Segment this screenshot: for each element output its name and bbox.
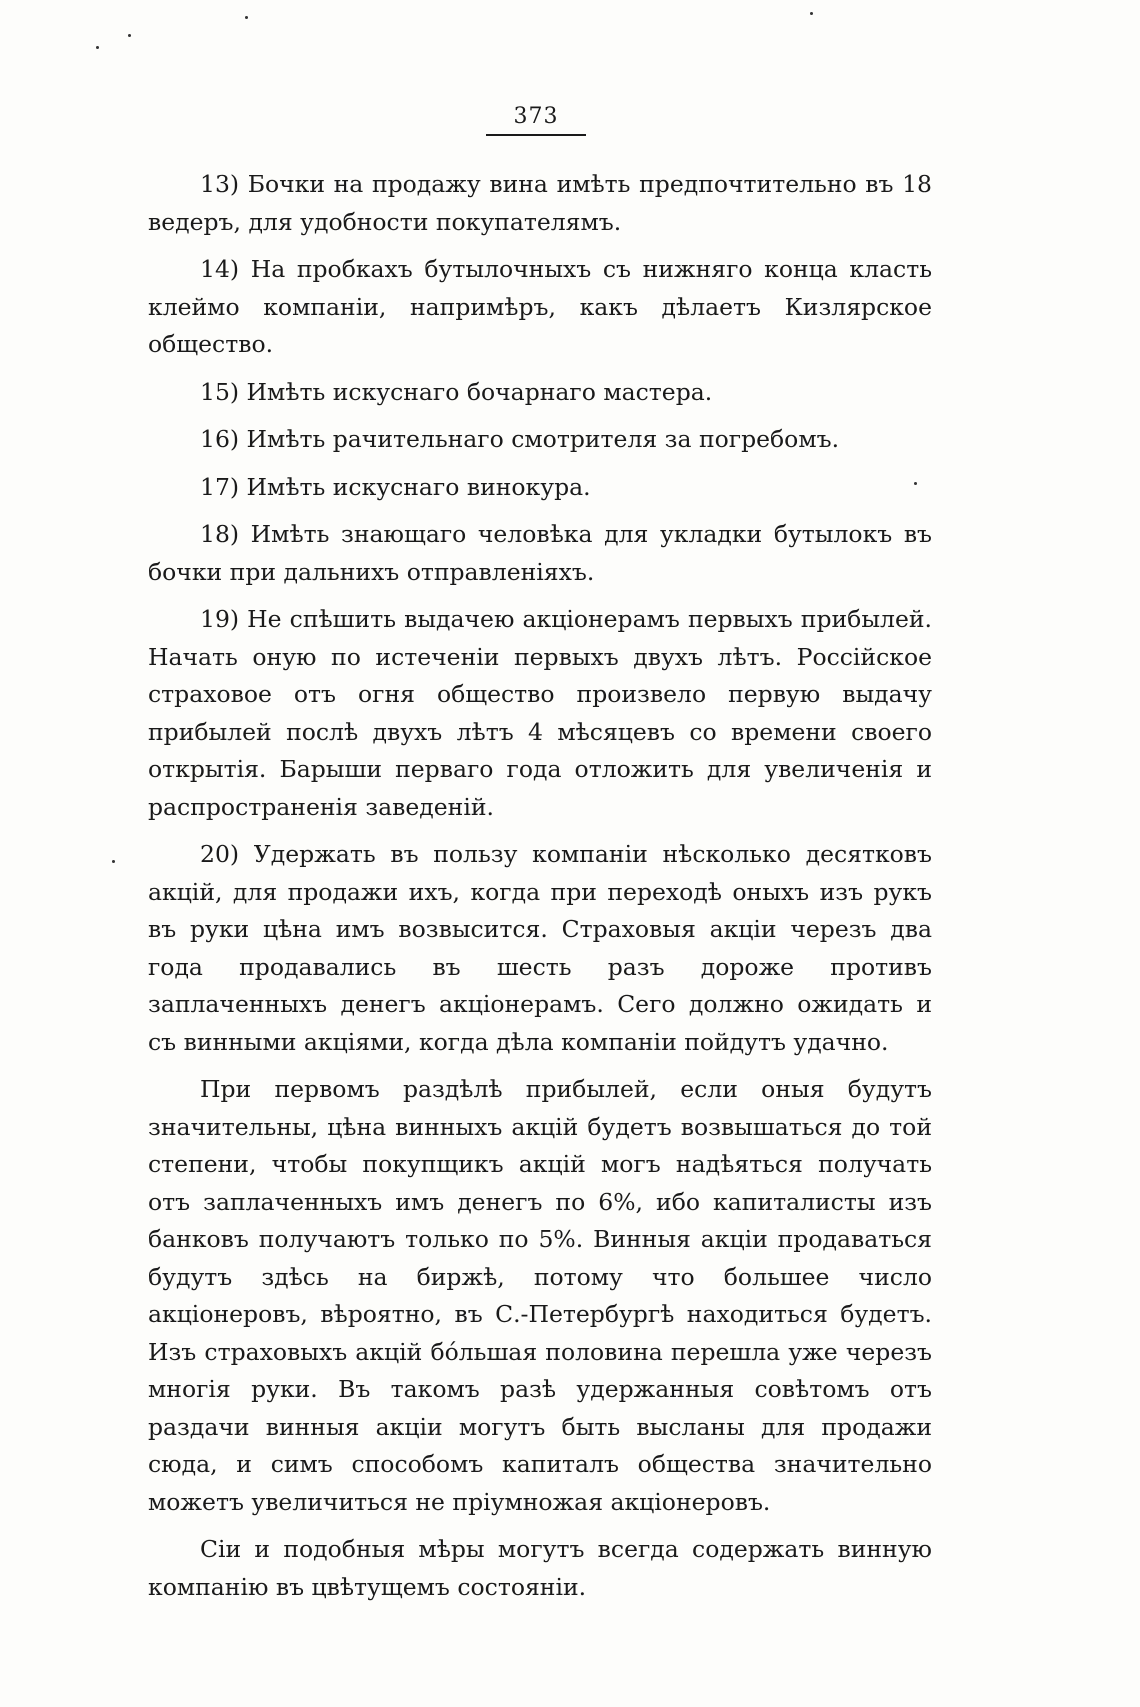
paragraph-profits: При первомъ раздѣлѣ прибылей, если оныя будутъ значительны, цѣна винныхъ акцій будетъ возвышаться до той степени, чтобы покупщикъ акцій могъ надѣяться получать отъ заплаченныхъ имъ денегъ по 6%, ибо капиталисты изъ банковъ получаютъ только по 5%. Винныя акціи продаваться будутъ здѣсь на биржѣ, потому что большее число акціонеровъ, вѣроятно, въ С.-Петербургѣ находиться будетъ. Изъ страховыхъ акцій бо́льшая половина перешла уже черезъ многія руки. Въ такомъ разѣ удержанныя совѣтомъ отъ раздачи винныя акціи могутъ быть высланы для продажи сюда, и симъ способомъ капиталъ общества значительно можетъ увеличиться не пріумножая акціонеровъ. [148,1075,932,1516]
scan-speck [810,12,813,15]
paragraph-item-16: 16) Имѣть рачительнаго смотрителя за погребомъ. [200,425,840,453]
scan-speck [128,34,131,37]
body-text [148,166,932,1606]
page-number: 373 [513,104,559,129]
scan-speck [245,16,248,19]
scan-speck [96,46,99,49]
paragraph-item-19: 19) Не спѣшить выдачею акціонерамъ первыхъ прибылей. Начать оную по истеченіи первыхъ двухъ лѣтъ. Россійское страховое отъ огня общество произвело первую выдачу прибылей послѣ двухъ лѣтъ 4 мѣсяцевъ со времени своего открытія. Барыши перваго года отложить для увеличенія и распространенія заведеній. [148,605,932,821]
paragraph-item-14: 14) На пробкахъ бутылочныхъ съ нижняго конца класть клеймо компаніи, напримѣръ, какъ дѣлаетъ Кизлярское общество. [148,255,932,358]
paragraph-conclusion: Сіи и подобныя мѣры могутъ всегда содержать винную компанію въ цвѣтущемъ состояніи. [148,1535,932,1601]
page-number-rule [486,134,586,136]
paragraph-item-18: 18) Имѣть знающаго человѣка для укладки бутылокъ въ бочки при дальнихъ отправленіяхъ. [148,520,932,586]
paragraph-item-20: 20) Удержать въ пользу компаніи нѣсколько десятковъ акцій, для продажи ихъ, когда при переходѣ оныхъ изъ рукъ въ руки цѣна имъ возвысится. Страховыя акціи черезъ два года продавались въ шесть разъ дороже противъ заплаченныхъ денегъ акціонерамъ. Сего должно ожидать и съ винными акціями, когда дѣла компаніи пойдутъ удачно. [148,840,932,1056]
paragraph-item-13: 13) Бочки на продажу вина имѣть предпочтительно въ 18 ведеръ, для удобности покупателямъ. [148,170,932,236]
scan-speck [112,860,115,863]
paragraph-item-15: 15) Имѣть искуснаго бочарнаго мастера. [200,377,713,406]
paragraph-item-17: 17) Имѣть искуснаго винокура. [200,472,591,501]
